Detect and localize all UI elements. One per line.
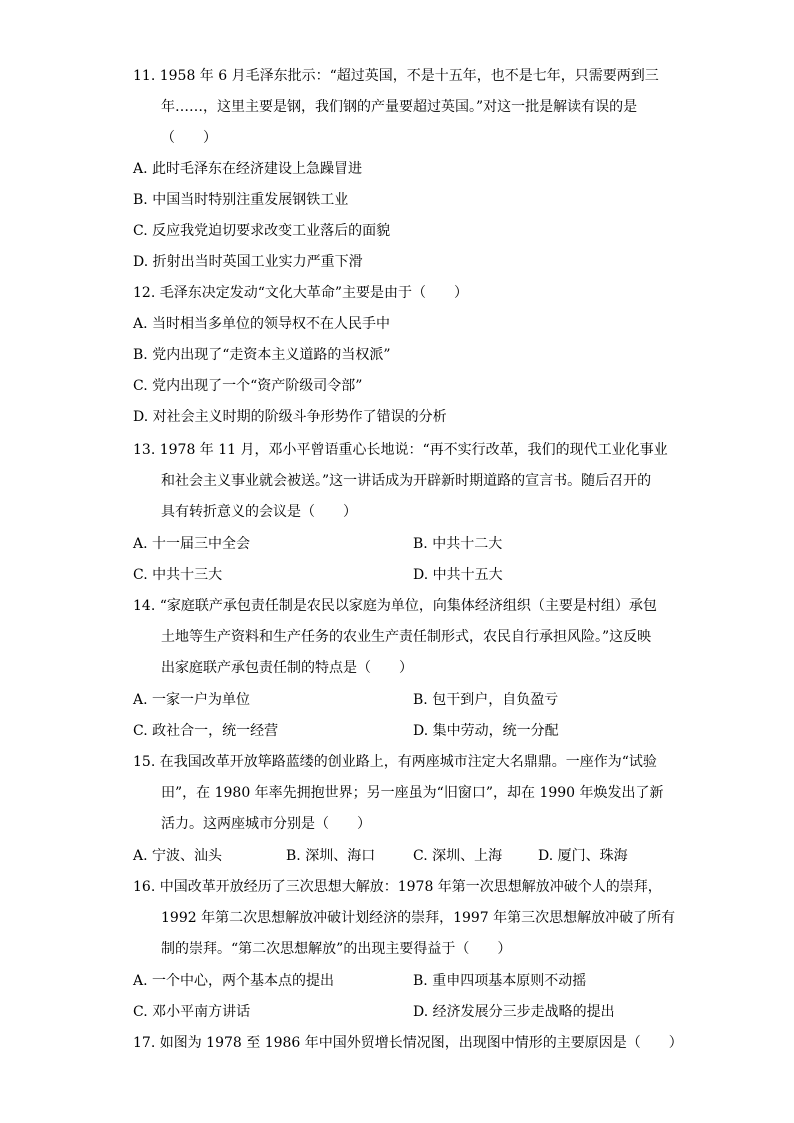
q17-number: 17. [133,1035,156,1051]
q14-option-d: D. 集中劳动，统一分配 [413,723,559,739]
q14-stem-text1: “家庭联产承包责任制是农民以家庭为单位，向集体经济组织（主要是村组）承包 [159,598,657,614]
q12-option-d: D. 对社会主义时期的阶级斗争形势作了错误的分析 [133,409,447,425]
q15-stem-line3: 活力。这两座城市分别是（ ） [161,816,371,832]
q11-option-b: B. 中国当时特别注重发展钢铁工业 [133,192,349,208]
q14-number: 14. [133,598,156,614]
q13-stem-line3: 具有转折意义的会议是（ ） [161,504,357,520]
q12-option-c: C. 党内出现了一个“资产阶级司令部” [133,378,363,394]
q13-number: 13. [133,442,156,458]
q17-stem-line1 [133,1033,683,1053]
q11-option-c: C. 反应我党迫切要求改变工业落后的面貌 [133,223,391,239]
q17-stem-text1: 如图为 1978 至 1986 年中国外贸增长情况图，出现图中情形的主要原因是（ ） [159,1035,683,1051]
q13-option-a: A. 十一届三中全会 [133,536,251,552]
q16-option-d: D. 经济发展分三步走战略的提出 [413,1004,615,1020]
q13-option-b: B. 中共十二大 [413,536,503,552]
q16-option-a: A. 一个中心，两个基本点的提出 [133,973,335,989]
q14-option-a: A. 一家一户为单位 [133,692,251,708]
q13-stem-text1: 1978 年 11 月，邓小平曾语重心长地说：“再不实行改革，我们的现代工业化事业 [159,442,668,458]
q12-number: 12. [133,285,156,301]
q15-option-a: A. 宁波、汕头 [133,848,223,864]
q15-option-b: B. 深圳、海口 [286,848,376,864]
q15-option-d: D. 厦门、珠海 [538,848,628,864]
q16-stem-line1 [133,877,662,897]
q12-stem-text1: 毛泽东决定发动“文化大革命”主要是由于（ ） [159,285,469,301]
q14-stem-line2: 土地等生产资料和生产任务的农业生产责任制形式，农民自行承担风险。”这反映 [161,629,652,645]
q11-stem-line3: （ ） [161,130,217,146]
q15-number: 15. [133,754,156,770]
q16-stem-text1: 中国改革开放经历了三次思想大解放：1978 年第一次思想解放冲破个人的崇拜， [159,879,662,895]
q11-stem-line2: 年……，这里主要是钢，我们钢的产量要超过英国。”对这一批是解读有误的是 [161,99,638,115]
q11-stem-text1: 1958 年 6 月毛泽东批示：“超过英国，不是十五年，也不是七年，只需要两到三 [159,68,659,84]
q16-option-b: B. 重申四项基本原则不动摇 [413,973,587,989]
q14-stem-line1 [133,596,657,616]
q13-option-c: C. 中共十三大 [133,567,223,583]
q11-option-a: A. 此时毛泽东在经济建设上急躁冒进 [133,161,363,177]
q16-stem-line3: 制的崇拜。“第二次思想解放”的出现主要得益于（ ） [161,941,512,957]
q12-option-b: B. 党内出现了“走资本主义道路的当权派” [133,347,391,363]
q13-option-d: D. 中共十五大 [413,567,503,583]
q15-stem-line1 [133,752,657,772]
q14-option-c: C. 政社合一，统一经营 [133,723,279,739]
q13-stem-line2: 和社会主义事业就会被送。”这一讲话成为开辟新时期道路的宣言书。随后召开的 [161,473,652,489]
q16-number: 16. [133,879,156,895]
q14-option-b: B. 包干到户，自负盈亏 [413,692,559,708]
q12-stem-line1 [133,283,468,303]
q14-stem-line3: 出家庭联产承包责任制的特点是（ ） [161,660,413,676]
q15-stem-line2: 田”，在 1980 年率先拥抱世界；另一座虽为“旧窗口”，却在 1990 年焕发出了新 [161,785,664,801]
q11-stem-line1 [133,66,659,86]
q11-option-d: D. 折射出当时英国工业实力严重下滑 [133,254,363,270]
q16-option-c: C. 邓小平南方讲话 [133,1004,251,1020]
q12-option-a: A. 当时相当多单位的领导权不在人民手中 [133,316,391,332]
q16-stem-line2: 1992 年第二次思想解放冲破计划经济的崇拜，1997 年第三次思想解放冲破了所有 [161,910,676,926]
q13-stem-line1 [133,440,668,460]
q15-option-c: C. 深圳、上海 [413,848,503,864]
q11-number: 11. [133,68,156,84]
q15-stem-text1: 在我国改革开放筚路蓝缕的创业路上，有两座城市注定大名鼎鼎。一座作为“试验 [159,754,657,770]
